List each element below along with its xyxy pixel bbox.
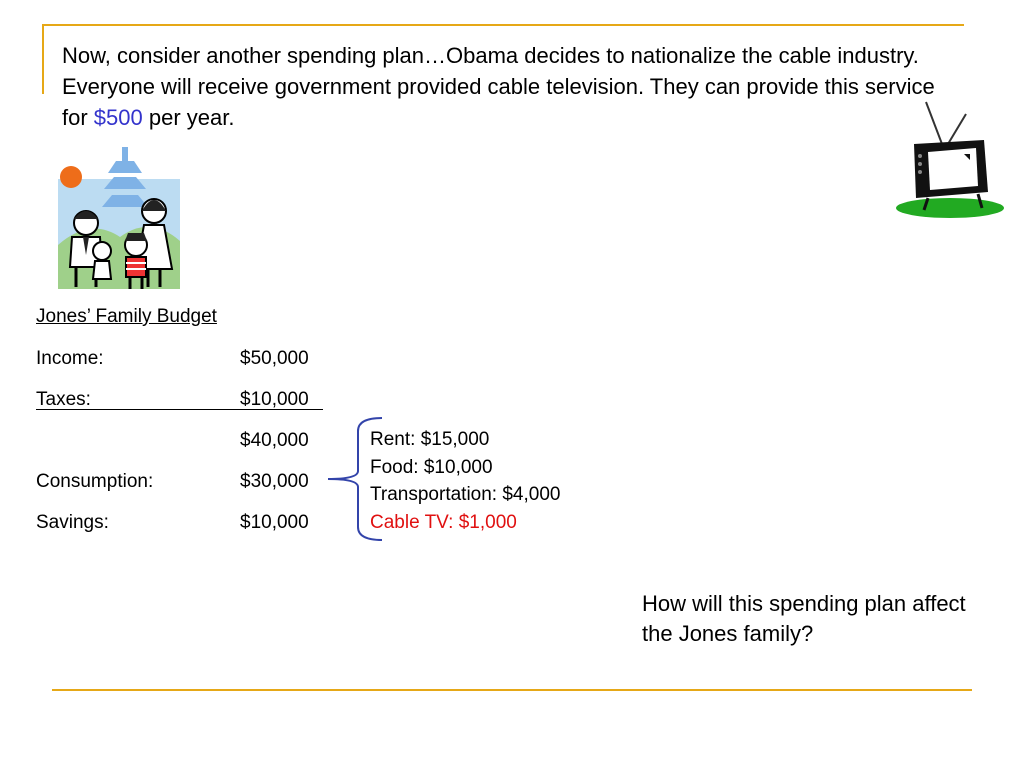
budget-value: $40,000 [240,430,309,451]
budget-label: Taxes: [36,389,91,410]
budget-row-taxes [36,389,326,413]
budget-row-savings [36,512,326,536]
top-rule [42,24,964,26]
budget-label: Income: [36,348,104,369]
bottom-rule [52,689,972,691]
consumption-breakdown [370,426,560,536]
intro-text [62,40,942,133]
cable-price: $500 [93,105,143,130]
budget-value: $50,000 [240,348,309,369]
budget-value: $30,000 [240,471,309,492]
budget-row-consumption [36,471,326,495]
budget-value: $10,000 [240,512,309,533]
budget-label: Consumption: [36,471,154,492]
budget-label: Savings: [36,512,109,533]
budget-row-income [36,348,326,372]
left-rule [42,24,44,94]
budget-value: $10,000 [240,389,309,410]
intro-text-after: per year. [142,105,235,130]
intro-text-before: Now, consider another spending plan…Obama decides to nationalize the cable industry. Everyone will receive government provided cable television. They can provide this service for [62,43,935,130]
breakdown-item-cable-tv: Cable TV: $1,000 [370,511,517,533]
question-text: How will this spending plan affect the Jones family? [642,591,966,646]
tv-clipart-icon [892,100,1010,225]
family-clipart-icon [50,145,182,293]
breakdown-item-transportation: Transportation: $4,000 [370,484,561,505]
budget-row-net [36,430,326,454]
breakdown-item-rent: Rent: $15,000 [370,429,490,450]
breakdown-item-food: Food: $10,000 [370,456,493,478]
budget-title: Jones’ Family Budget [36,306,217,327]
